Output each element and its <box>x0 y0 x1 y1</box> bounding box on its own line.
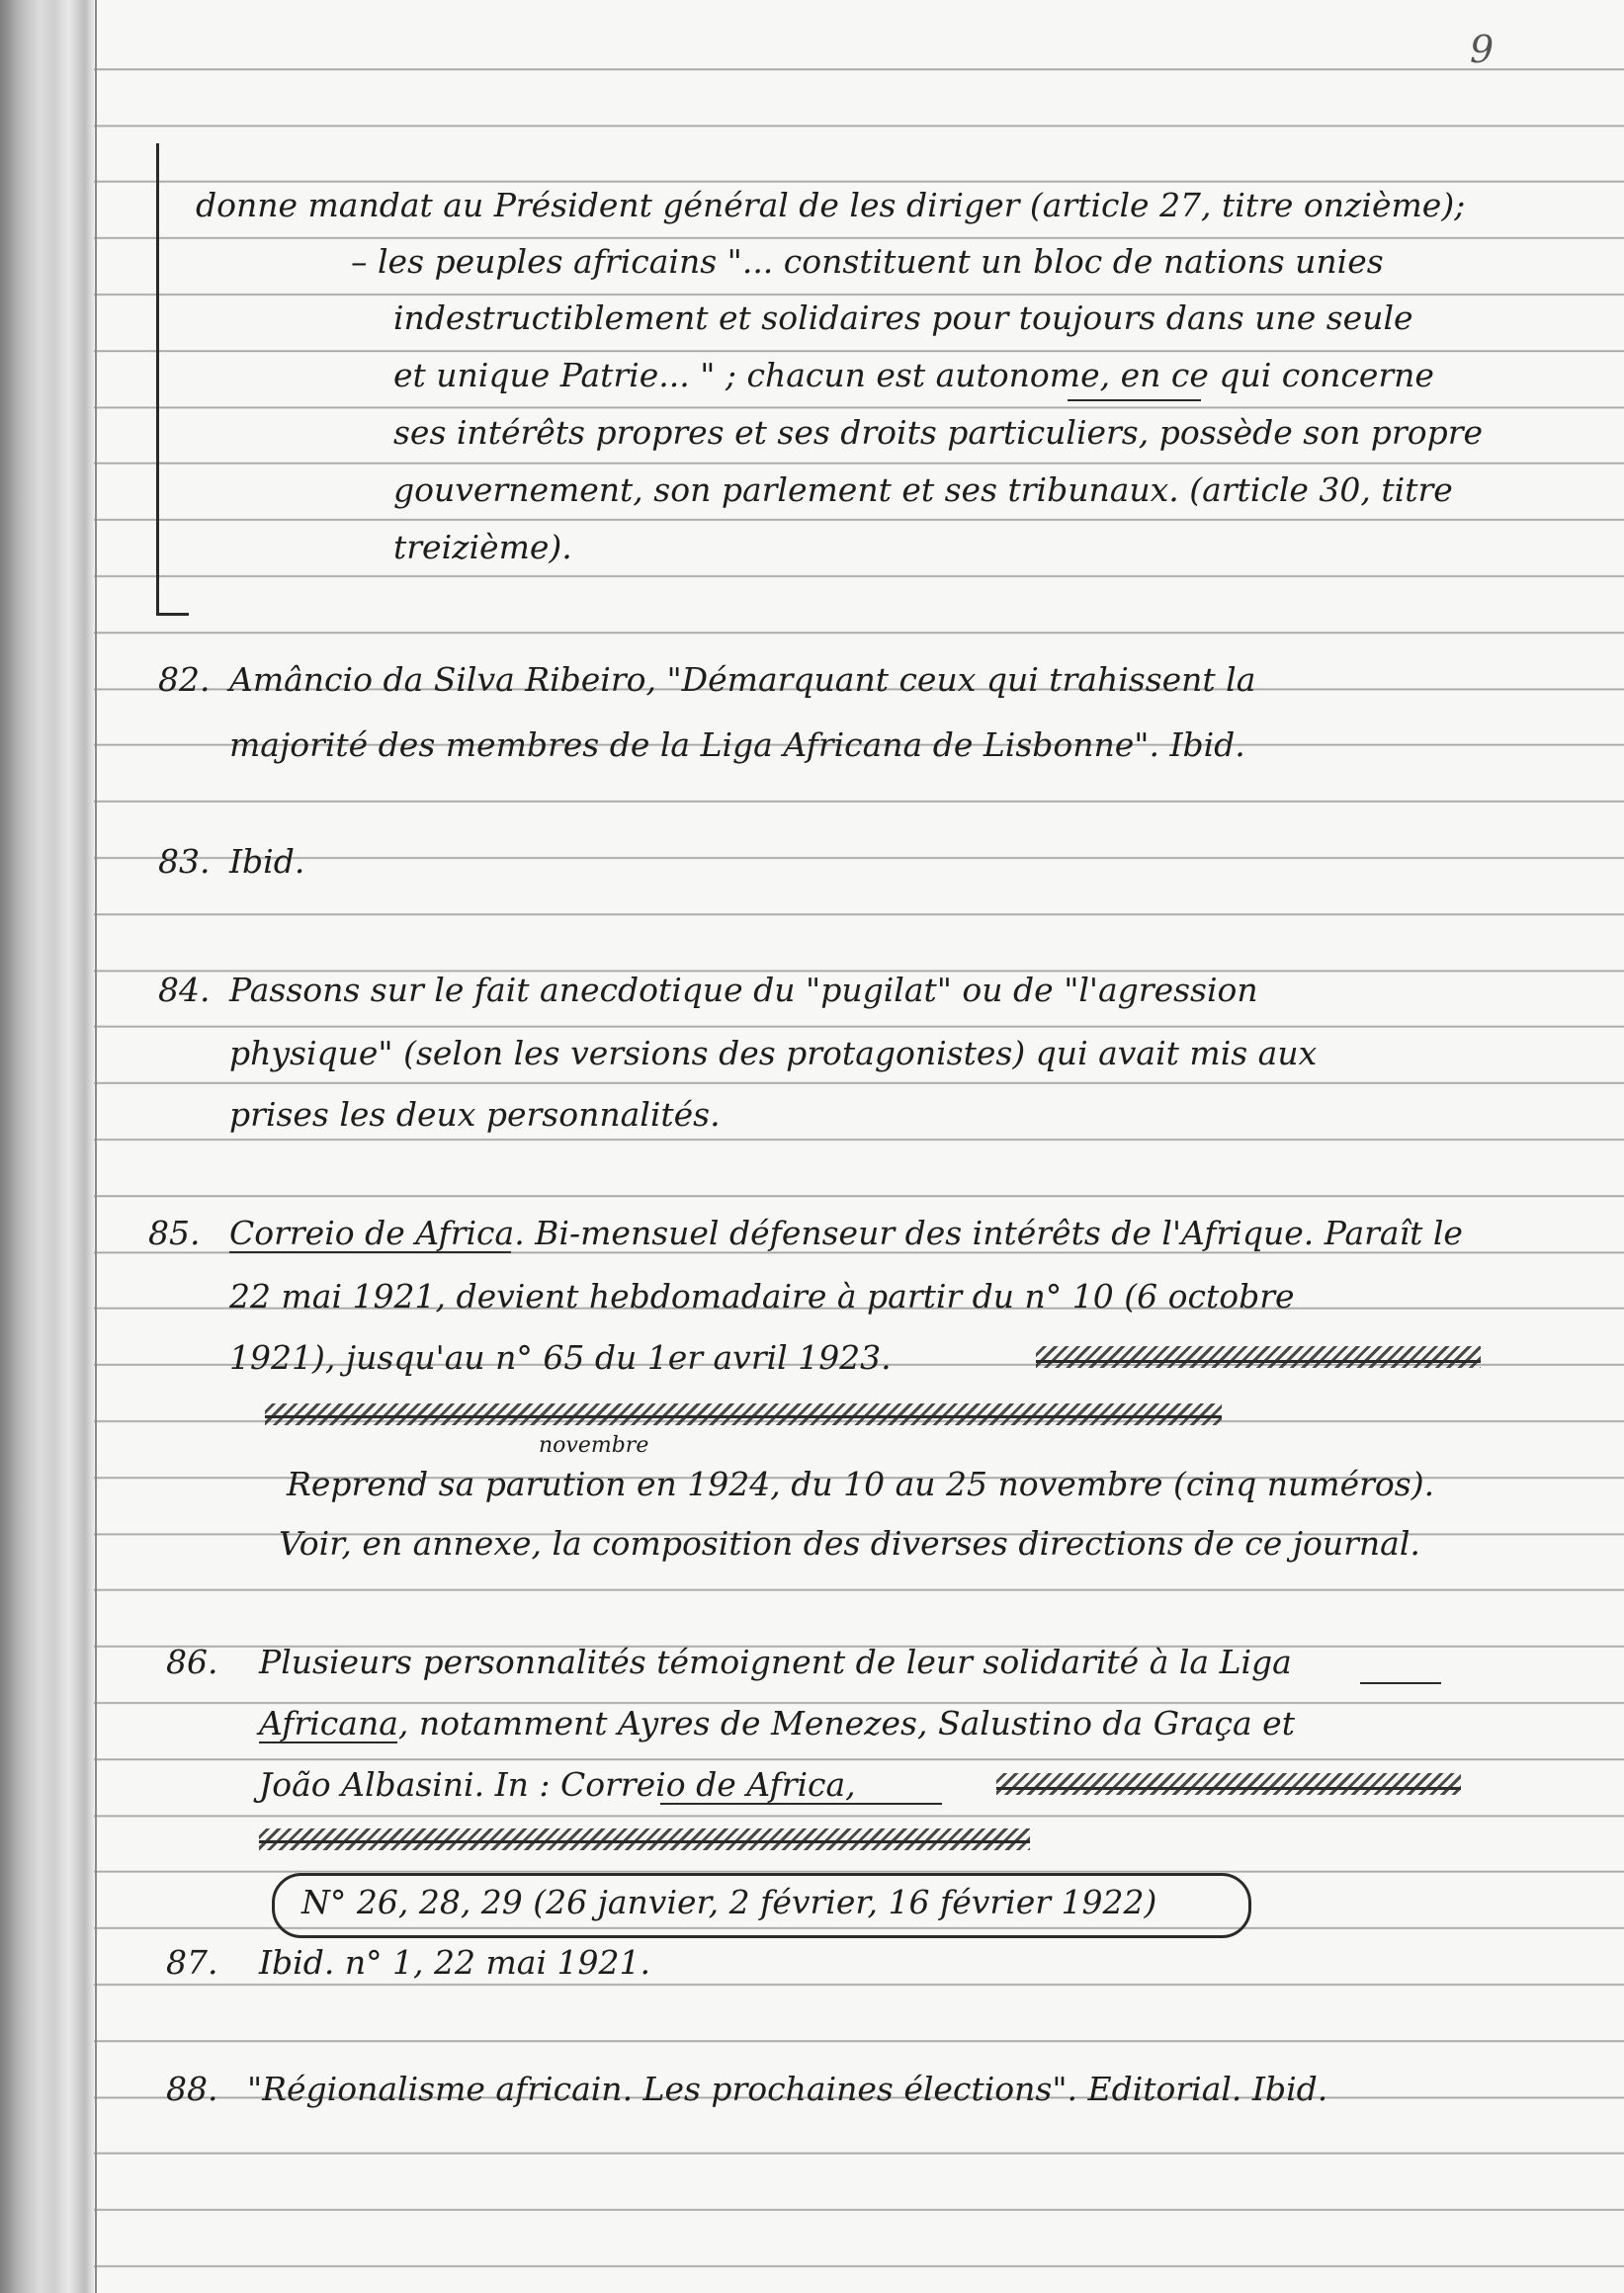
note-88-number: 88. <box>166 2070 218 2108</box>
note-86-circled-text: N° 26, 28, 29 (26 janvier, 2 février, 16 février 1922) <box>301 1883 1157 1921</box>
margin-line <box>95 0 97 2293</box>
note-83-number: 83. <box>158 842 211 881</box>
note-85-number: 85. <box>148 1214 201 1252</box>
note-84-line-3: prises les deux personnalités. <box>229 1095 721 1134</box>
underline-liga <box>1360 1682 1441 1684</box>
note-87-number: 87. <box>166 1943 218 1982</box>
note-86-line-3: João Albasini. In : Correio de Africa, <box>259 1765 856 1804</box>
strike-through <box>996 1787 1461 1790</box>
strike-through <box>265 1415 1222 1418</box>
binding-edge <box>0 0 94 2293</box>
note-87-line-1: Ibid. n° 1, 22 mai 1921. <box>259 1943 650 1982</box>
note-82-line-2: majorité des membres de la Liga Africana de Lisbonne". Ibid. <box>229 725 1245 764</box>
note-82-number: 82. <box>158 660 211 699</box>
note-85-insertion: novembre <box>539 1433 649 1458</box>
crossed-out-text <box>996 1773 1461 1795</box>
underline-correio-de-africa <box>229 1251 511 1253</box>
note-81-line-1: donne mandat au Président général de les diriger (article 27, titre onzième); <box>196 186 1466 224</box>
note-86-number: 86. <box>166 1643 218 1681</box>
continuation-bracket <box>156 143 189 616</box>
crossed-out-text <box>259 1828 1030 1850</box>
note-82-line-1: Amâncio da Silva Ribeiro, "Démarquant ceux qui trahissent la <box>229 660 1256 699</box>
underline-africana <box>259 1741 397 1743</box>
note-85-line-2: 22 mai 1921, devient hebdomadaire à partir du n° 10 (6 octobre <box>229 1277 1295 1316</box>
note-84-line-1: Passons sur le fait anecdotique du "pugilat" ou de "l'agression <box>229 971 1258 1009</box>
note-85-line-3: 1921), jusqu'au n° 65 du 1er avril 1923. <box>229 1338 892 1377</box>
note-83-line-1: Ibid. <box>229 842 305 881</box>
underline-correio-de-africa <box>660 1803 942 1805</box>
note-81-line-6: gouvernement, son parlement et ses tribunaux. (article 30, titre <box>393 470 1453 509</box>
note-86-line-1: Plusieurs personnalités témoignent de leur solidarité à la Liga <box>259 1643 1292 1681</box>
strike-through <box>259 1840 1030 1843</box>
note-81-line-7: treizième). <box>393 528 572 566</box>
note-84-number: 84. <box>158 971 211 1009</box>
crossed-out-text <box>265 1403 1222 1425</box>
note-81-line-3: indestructiblement et solidaires pour toujours dans une seule <box>393 298 1413 337</box>
crossed-out-text <box>1036 1346 1481 1368</box>
note-88-line-1: "Régionalisme africain. Les prochaines élections". Editorial. Ibid. <box>247 2070 1328 2108</box>
strike-through <box>1036 1360 1481 1363</box>
note-86-line-2: Africana, notamment Ayres de Menezes, Salustino da Graça et <box>259 1704 1295 1742</box>
note-84-line-2: physique" (selon les versions des protagonistes) qui avait mis aux <box>229 1034 1318 1072</box>
underline-autonome <box>1068 399 1201 401</box>
note-81-line-2: – les peuples africains "... constituent un bloc de nations unies <box>351 242 1384 281</box>
note-81-line-4: et unique Patrie... " ; chacun est autonome, en ce qui concerne <box>393 356 1434 394</box>
note-85-line-1: Correio de Africa. Bi-mensuel défenseur des intérêts de l'Afrique. Paraît le <box>229 1214 1463 1252</box>
page-number: 9 <box>1470 28 1495 71</box>
note-85-line-5: Voir, en annexe, la composition des diverses directions de ce journal. <box>279 1524 1420 1563</box>
note-85-line-4: Reprend sa parution en 1924, du 10 au 25 novembre (cinq numéros). <box>287 1465 1435 1503</box>
note-81-line-5: ses intérêts propres et ses droits particuliers, possède son propre <box>393 413 1484 452</box>
